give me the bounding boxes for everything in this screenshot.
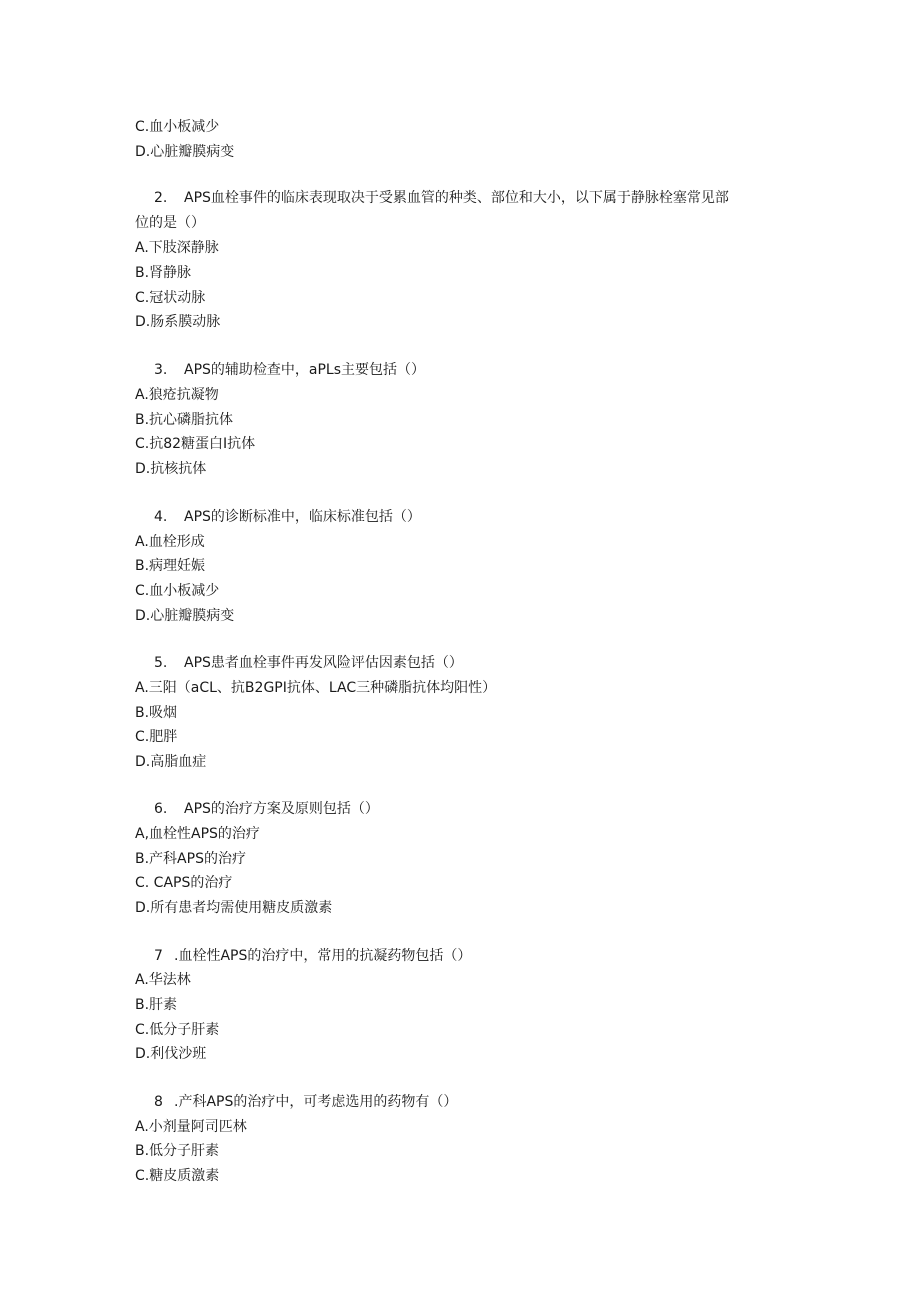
question-number: 5. xyxy=(154,655,168,671)
answer-option: D.心脏瓣膜病变 xyxy=(135,608,235,624)
answer-option: A.小剂量阿司匹林 xyxy=(135,1119,247,1135)
question-text: .血栓性APS的治疗中，常用的抗凝药物包括（） xyxy=(174,948,472,964)
question-number: 3. xyxy=(154,362,168,378)
answer-option: A.下肢深静脉 xyxy=(135,240,219,256)
answer-option: C.抗82糖蛋白I抗体 xyxy=(135,436,256,452)
answer-option: C.肥胖 xyxy=(135,729,178,745)
answer-option: C.血小板减少 xyxy=(135,583,220,599)
answer-option: A.狼疮抗凝物 xyxy=(135,387,219,403)
answer-option: D.肠系膜动脉 xyxy=(135,314,221,330)
answer-option: D.利伐沙班 xyxy=(135,1046,207,1062)
question-number: 4. xyxy=(154,509,168,525)
question-stem xyxy=(154,507,421,527)
answer-option: B.低分子肝素 xyxy=(135,1143,220,1159)
question-text: APS患者血栓事件再发风险评估因素包括（） xyxy=(184,655,463,671)
answer-option: B.肾静脉 xyxy=(135,265,192,281)
answer-option: B.抗心磷脂抗体 xyxy=(135,412,234,428)
question-text-continued: 位的是（） xyxy=(135,215,205,231)
question-number: 7 xyxy=(154,948,163,964)
question-stem xyxy=(154,188,729,208)
answer-option: B.病理妊娠 xyxy=(135,558,206,574)
answer-option: A,血栓性APS的治疗 xyxy=(135,826,260,842)
answer-option: C.糖皮质激素 xyxy=(135,1168,220,1184)
question-stem xyxy=(154,653,463,673)
question-text: APS的诊断标准中，临床标准包括（） xyxy=(184,509,421,525)
answer-option: A.血栓形成 xyxy=(135,534,205,550)
question-text: APS血栓事件的临床表现取决于受累血管的种类、部位和大小，以下属于静脉栓塞常见部 xyxy=(184,190,729,206)
question-text: APS的辅助检查中，aPLs主要包括（） xyxy=(184,362,426,378)
question-number: 2. xyxy=(154,190,168,206)
question-number: 6. xyxy=(154,801,168,817)
question-stem xyxy=(154,799,379,819)
answer-option: C.低分子肝素 xyxy=(135,1022,220,1038)
question-stem xyxy=(154,946,471,966)
answer-option: C.血小板减少 xyxy=(135,119,220,135)
question-text: APS的治疗方案及原则包括（） xyxy=(184,801,379,817)
answer-option: D.抗核抗体 xyxy=(135,461,207,477)
answer-option: D.所有患者均需使用糖皮质激素 xyxy=(135,900,333,916)
answer-option: B.产科APS的治疗 xyxy=(135,851,246,867)
question-stem xyxy=(154,360,425,380)
answer-option: D.高脂血症 xyxy=(135,754,207,770)
answer-option: D.心脏瓣膜病变 xyxy=(135,144,235,160)
answer-option: B.肝素 xyxy=(135,997,178,1013)
question-stem xyxy=(154,1092,457,1112)
question-text: .产科APS的治疗中，可考虑选用的药物有（） xyxy=(174,1094,458,1110)
answer-option: A.华法林 xyxy=(135,972,191,988)
answer-option: C. CAPS的治疗 xyxy=(135,875,233,891)
question-number: 8 xyxy=(154,1094,163,1110)
answer-option: C.冠状动脉 xyxy=(135,290,206,306)
answer-option: A.三阳（aCL、抗B2GPI抗体、LAC三种磷脂抗体均阳性） xyxy=(135,680,497,696)
answer-option: B.吸烟 xyxy=(135,705,178,721)
